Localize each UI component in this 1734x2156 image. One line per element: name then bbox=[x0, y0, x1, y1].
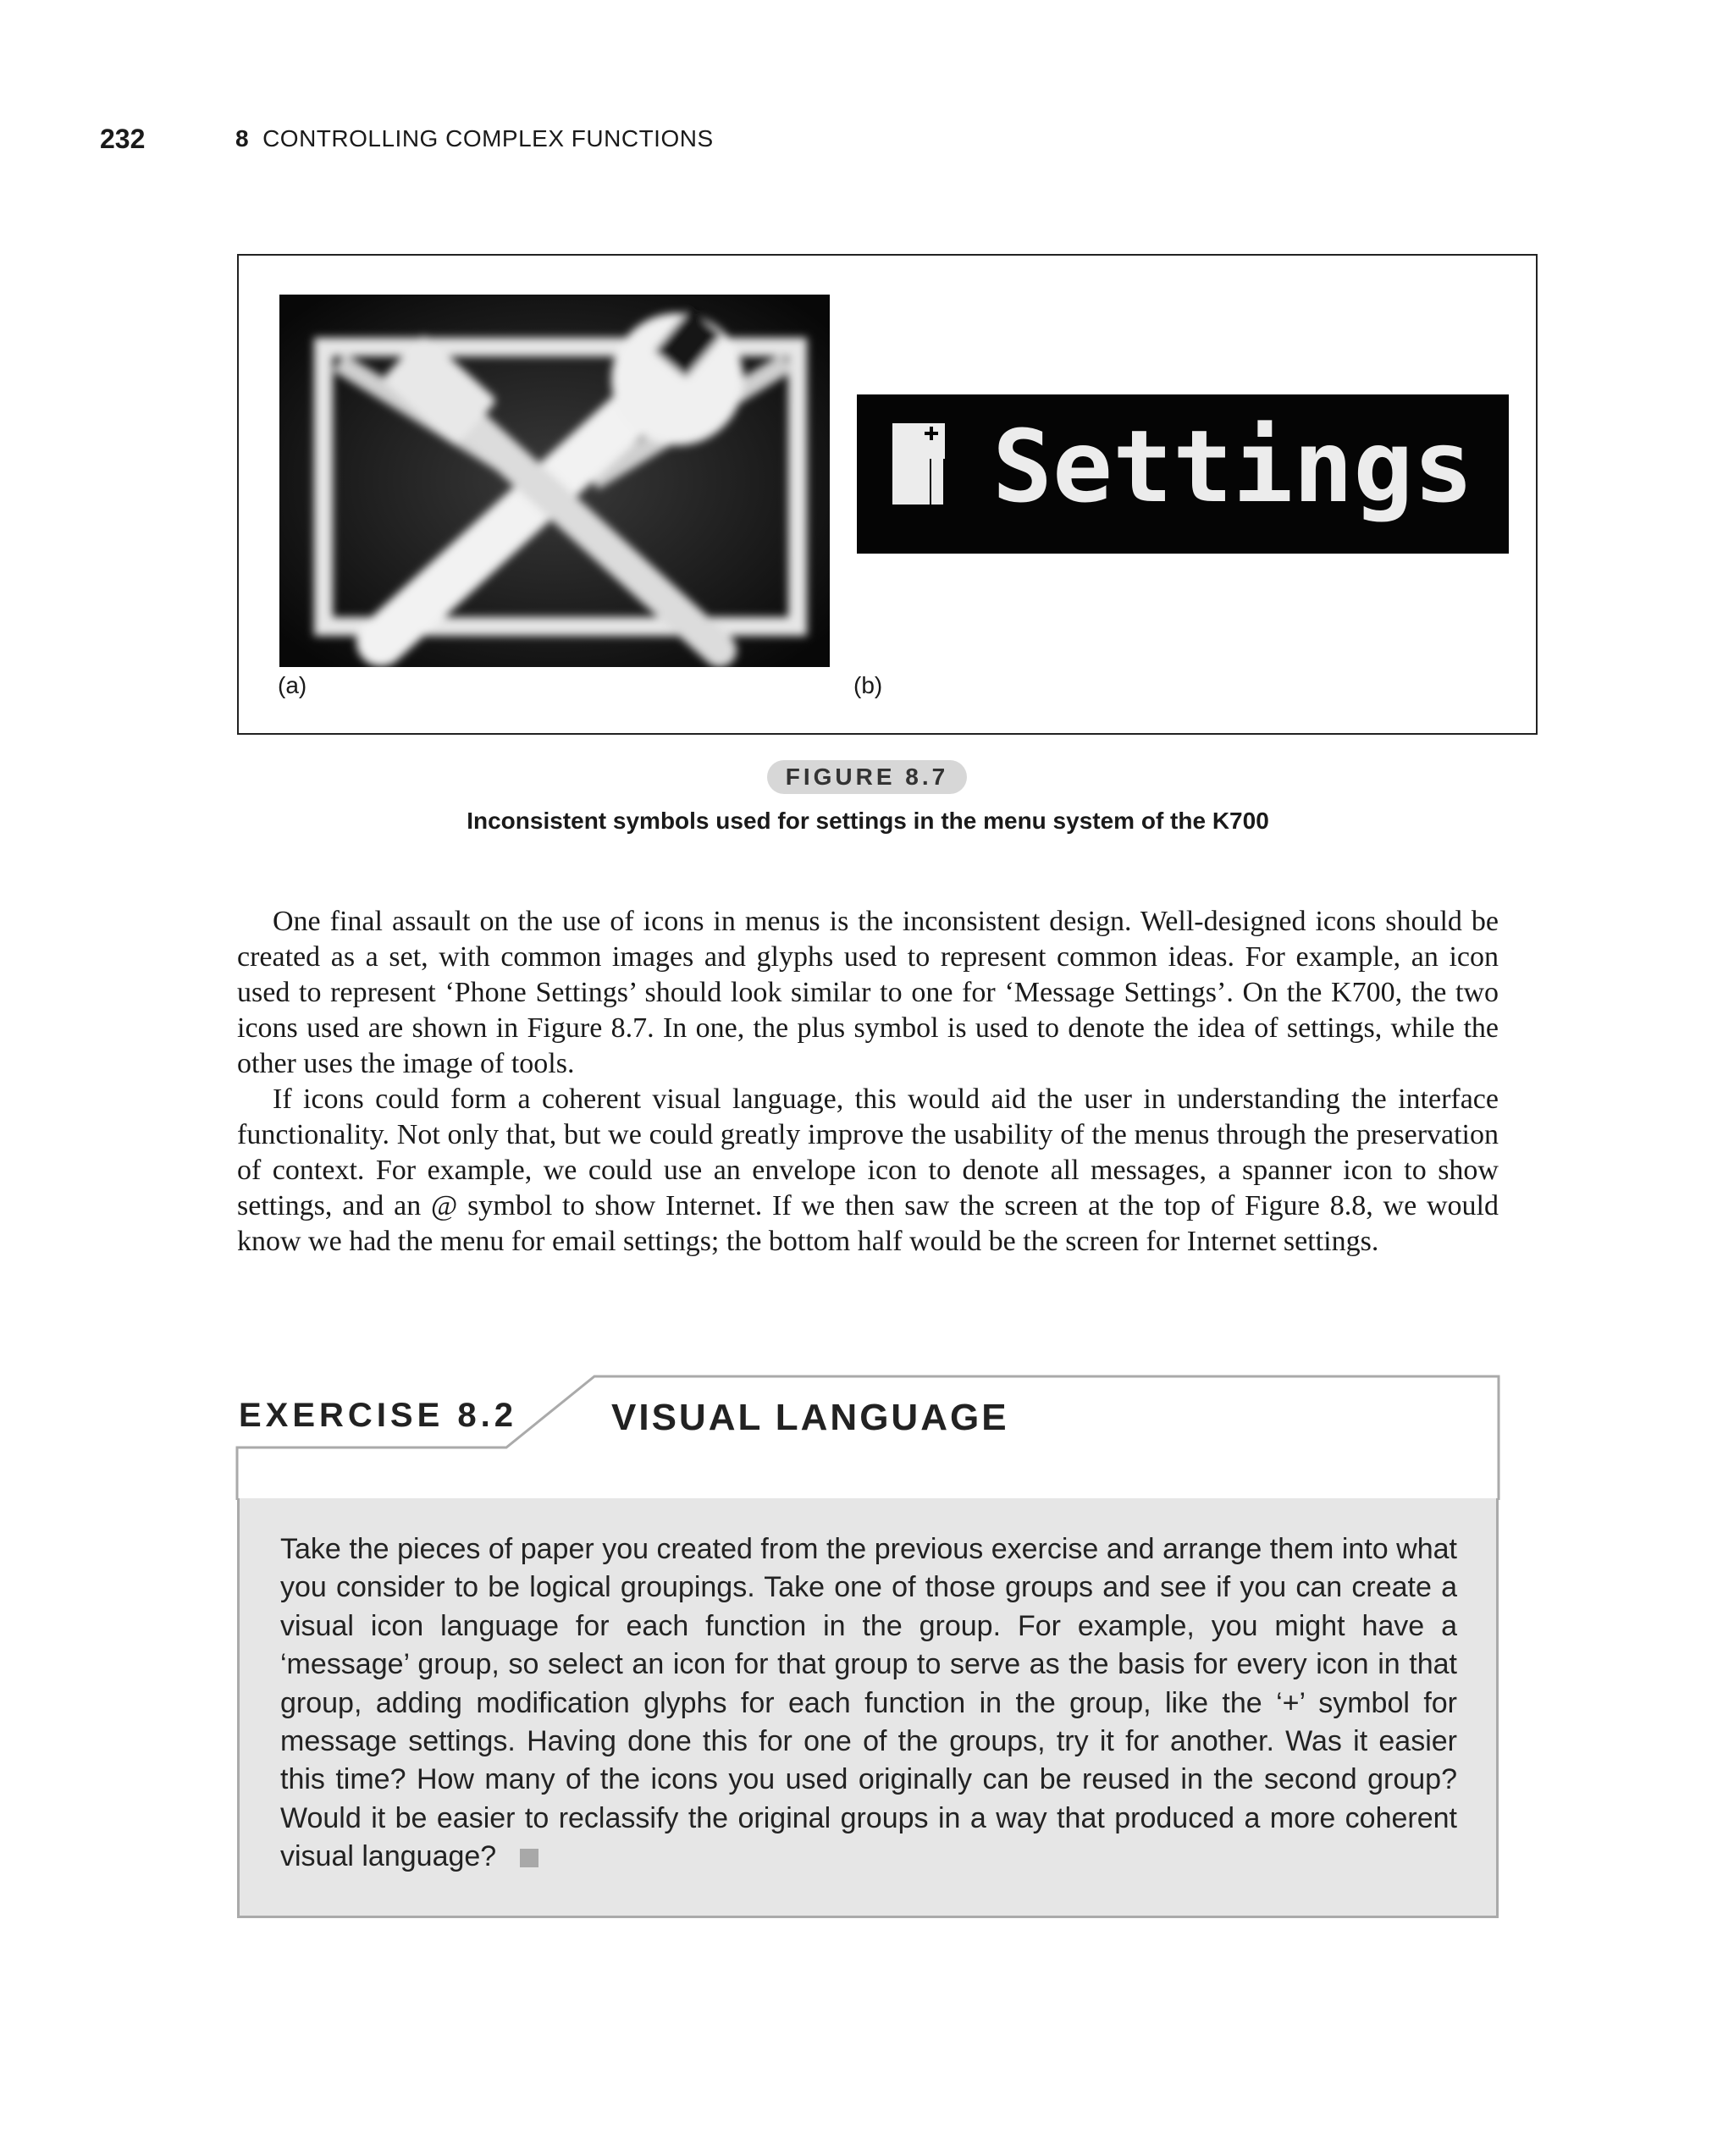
figure-tag: FIGURE 8.7 bbox=[767, 760, 967, 794]
settings-plus-icon bbox=[857, 394, 1509, 554]
paragraph-2: If icons could form a coherent visual language, this would aid the user in understanding the interface functionality. Not only that, but we could greatly improve the usability of the menus through the preservation of context. For example, we could use an envelope icon to denote all messages, a spanner icon to show settings, and an @ symbol to show Internet. If we then saw the screen at the top of Figure 8.8, we would know we had the menu for email settings; the bottom half would be the screen for Internet settings. bbox=[237, 1084, 1499, 1257]
exercise-title: VISUAL LANGUAGE bbox=[611, 1397, 1009, 1438]
paragraph-1: One final assault on the use of icons in menus is the inconsistent design. Well-designed icons should be created as a set, with common images and glyphs used to represent common ideas. For example, an icon used to represent ‘Phone Settings’ should look similar to one for ‘Message Settings’. On the K700, the two icons used are shown in Figure 8.7. In one, the plus symbol is used to denote the idea of settings, while the other uses the image of tools. bbox=[237, 906, 1499, 1079]
running-head bbox=[235, 125, 714, 152]
settings-text: Settings bbox=[992, 408, 1474, 525]
exercise-text bbox=[280, 1530, 1457, 1877]
figure-frame bbox=[237, 254, 1538, 735]
chapter-title: CONTROLLING COMPLEX FUNCTIONS bbox=[262, 125, 714, 152]
tools-settings-icon bbox=[279, 295, 830, 667]
exercise-number: EXERCISE 8.2 bbox=[239, 1397, 518, 1434]
body-text bbox=[237, 904, 1499, 1260]
chapter-number: 8 bbox=[235, 125, 250, 152]
panel-b-label: (b) bbox=[853, 672, 883, 698]
figure-caption: Inconsistent symbols used for settings in the menu system of the K700 bbox=[467, 808, 1269, 834]
page-number: 232 bbox=[100, 124, 146, 154]
exercise-text-content: Take the pieces of paper you created from the previous exercise and arrange them into what you consider to be logical groupings. Take one of those groups and see if you can create a visual icon language for each function in the group. For example, you might have a ‘message’ group, so select an icon for that group to serve as the basis for every icon in that group, adding modification glyphs for each function in the group, like the ‘+’ symbol for message settings. Having done this for one of the groups, try it for another. Was it easier this time? How many of the icons you used originally can be reused in the second group? Would it be easier to reclassify the original groups in a way that produced a more coherent visual language? bbox=[280, 1533, 1457, 1873]
panel-a-label: (a) bbox=[278, 672, 307, 698]
exercise-body bbox=[237, 1498, 1499, 1918]
end-square-icon bbox=[520, 1849, 538, 1867]
